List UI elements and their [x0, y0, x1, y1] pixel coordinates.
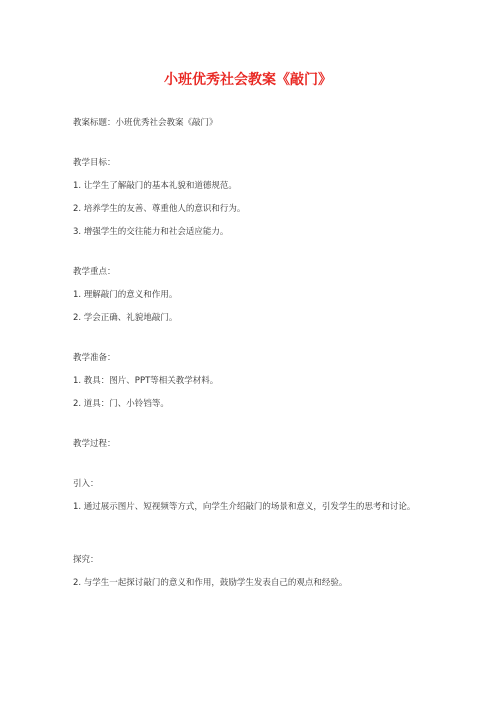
objective-item-1: 1. 让学生了解敲门的基本礼貌和道德规范。 — [73, 181, 237, 191]
lesson-title-line: 教案标题：小班优秀社会教案《敲门》 — [73, 118, 218, 128]
objective-item-3: 3. 增强学生的交往能力和社会适应能力。 — [73, 227, 229, 237]
section-heading-preparation: 教学准备： — [73, 353, 116, 363]
section-heading-key-points: 教学重点： — [73, 267, 116, 277]
objective-item-2: 2. 培养学生的友善、尊重他人的意识和行为。 — [73, 204, 246, 214]
subsection-heading-introduction: 引入： — [73, 479, 99, 489]
section-heading-process: 教学过程： — [73, 439, 116, 449]
preparation-item-2: 2. 道具：门、小铃铛等。 — [73, 399, 169, 409]
section-heading-objectives: 教学目标： — [73, 158, 116, 168]
preparation-item-1: 1. 教具：图片、PPT等相关教学材料。 — [73, 376, 219, 386]
exploration-item-2: 2. 与学生一起探讨敲门的意义和作用，鼓励学生发表自己的观点和经验。 — [73, 578, 348, 588]
subsection-heading-exploration: 探究： — [73, 555, 99, 565]
introduction-item-1: 1. 通过展示图片、短视频等方式，向学生介绍敲门的场景和意义，引发学生的思考和讨论。 — [73, 502, 416, 512]
document-title: 小班优秀社会教案《敲门》 — [164, 72, 332, 88]
key-point-item-1: 1. 理解敲门的意义和作用。 — [73, 290, 178, 300]
key-point-item-2: 2. 学会正确、礼貌地敲门。 — [73, 313, 178, 323]
